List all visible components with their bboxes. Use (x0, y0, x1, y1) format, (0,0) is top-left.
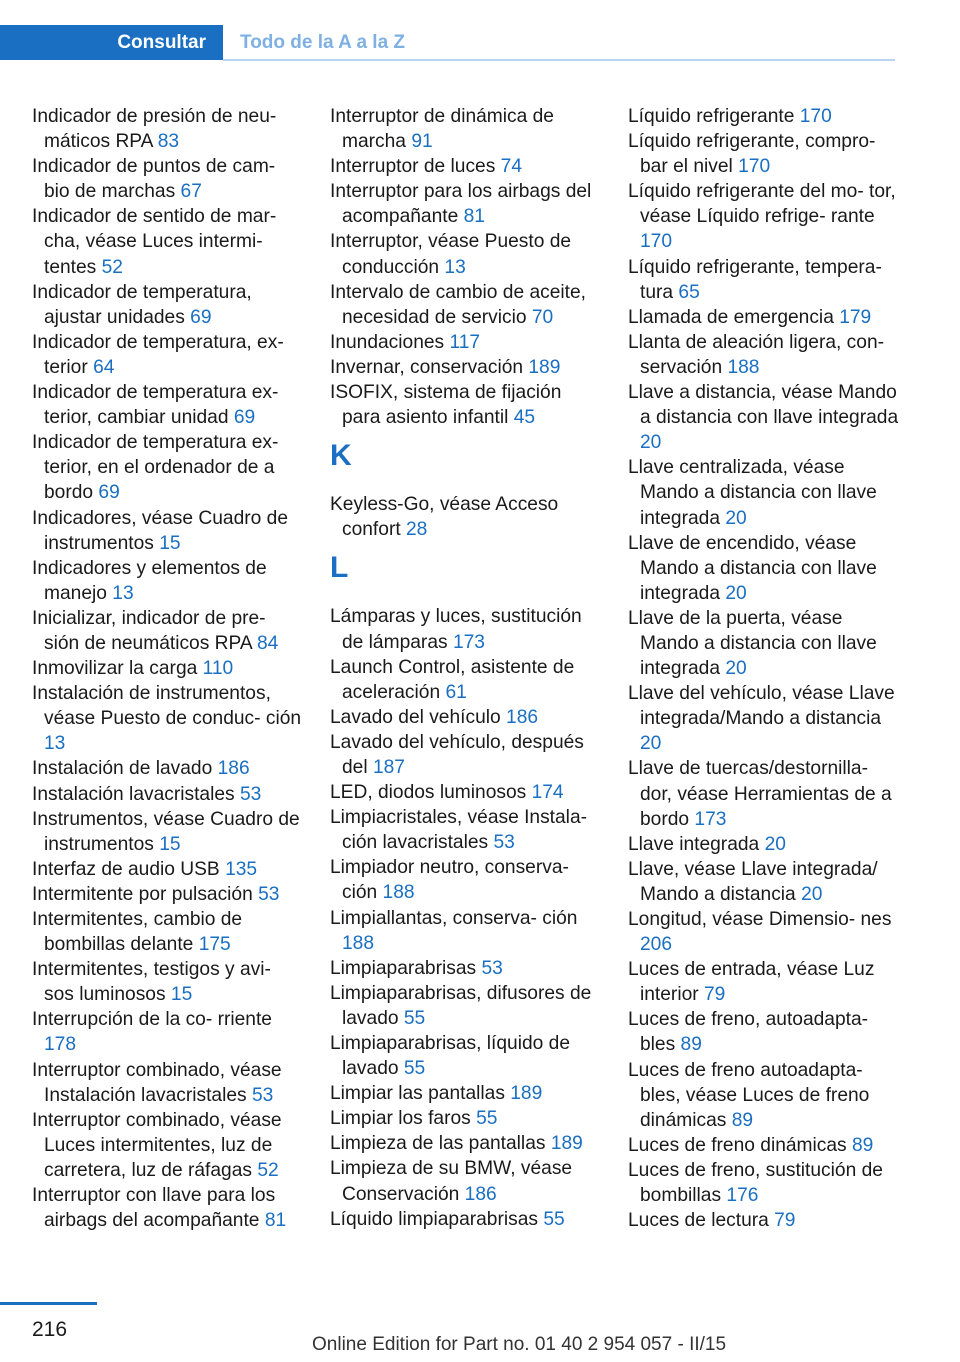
page-reference-link[interactable]: 15 (159, 532, 181, 554)
index-entry-text: Interruptor de luces (330, 156, 496, 178)
index-column-2 (330, 104, 602, 1232)
page-reference-link[interactable]: 45 (513, 407, 536, 429)
index-entry-text: Keyless-Go, véase Acceso confort (330, 494, 559, 541)
index-entry (32, 882, 304, 907)
page-reference-link[interactable]: 53 (251, 1084, 274, 1106)
index-column-3 (628, 104, 903, 1233)
index-entry (330, 1131, 602, 1156)
header-bar (0, 0, 895, 62)
index-entry (330, 604, 602, 654)
index-entry-text: Interruptor con llave para los airbags del acompañante (32, 1185, 276, 1232)
page-reference-link[interactable]: 170 (799, 106, 832, 127)
page-number: 216 (32, 1318, 68, 1341)
index-entry-text: Líquido refrigerante, compro‐ bar el nivel (628, 131, 876, 178)
index-entry (330, 855, 602, 905)
index-entry-text: Luces de freno, autoadapta‐ bles (628, 1009, 869, 1056)
index-entry (32, 957, 304, 1007)
index-entry (32, 807, 304, 857)
page-reference-link[interactable]: 189 (550, 1133, 583, 1155)
index-entry (628, 129, 903, 179)
index-entry-text: Indicadores y elementos de manejo (32, 557, 267, 604)
index-entry (330, 1207, 602, 1232)
page-reference-link[interactable]: 15 (159, 833, 181, 855)
index-entry (330, 1156, 602, 1206)
index-entry (32, 204, 304, 279)
index-entry (628, 255, 903, 305)
page-reference-link[interactable]: 55 (403, 1007, 426, 1029)
page-reference-link[interactable]: 61 (445, 681, 467, 703)
page-reference-link[interactable]: 53 (481, 957, 503, 979)
index-entry-text: Instalación de instrumentos, véase Puesto de conduc‐ ción (32, 683, 302, 730)
index-entry-text: Luces de freno, sustitución de bombillas (628, 1159, 883, 1207)
index-entry (32, 1007, 304, 1057)
index-entry-text: Lavado del vehículo (330, 706, 501, 728)
index-entry (628, 756, 903, 831)
page-reference-link[interactable]: 89 (680, 1034, 702, 1056)
index-entry-text: Interruptor combinado, véase Luces intermitentes, luz de carretera, luz de ráfagas (32, 1109, 282, 1181)
index-entry-text: Llave integrada (628, 833, 760, 855)
index-entry (628, 1133, 903, 1158)
index-entry (330, 154, 602, 179)
page-reference-link[interactable]: 189 (510, 1083, 543, 1105)
page-reference-link[interactable]: 173 (694, 808, 727, 830)
index-entry-text: Limpieza de las pantallas (330, 1133, 546, 1155)
index-entry-text: Lámparas y luces, sustitución de lámparas (330, 606, 582, 653)
index-entry (32, 907, 304, 957)
page-reference-link[interactable]: 81 (264, 1210, 287, 1232)
page-reference-link[interactable]: 53 (239, 783, 262, 805)
index-entry-text: Interruptor para los airbags del acompañante (330, 181, 592, 228)
index-entry (32, 1108, 304, 1183)
index-entry-text: LED, diodos luminosos (330, 782, 527, 804)
page-reference-link[interactable]: 173 (452, 631, 485, 653)
index-entry (628, 1158, 903, 1208)
index-entry-text: Líquido refrigerante del mo‐ tor, véase Líquido refrige‐ rante (628, 181, 896, 228)
page-reference-link[interactable]: 176 (726, 1185, 759, 1207)
index-entry-text: Líquido refrigerante (628, 106, 795, 127)
index-entry (32, 656, 304, 681)
page-reference-link[interactable]: 188 (342, 932, 375, 954)
page-reference-link[interactable]: 189 (528, 356, 561, 378)
page-reference-link[interactable]: 79 (774, 1210, 796, 1232)
page-reference-link[interactable]: 117 (449, 331, 481, 353)
page-reference-link[interactable]: 53 (258, 883, 280, 905)
index-entry-text: Interruptor combinado, véase Instalación lavacristales (32, 1059, 282, 1106)
page-reference-link[interactable]: 135 (225, 858, 258, 880)
page-reference-link[interactable]: 20 (801, 883, 823, 905)
index-entry-text: Instalación lavacristales (32, 783, 235, 805)
index-entry (32, 506, 304, 556)
page-reference-link[interactable]: 15 (170, 984, 193, 1006)
index-entry (628, 104, 903, 129)
page-reference-link[interactable]: 52 (101, 256, 123, 278)
page-reference-link[interactable]: 20 (640, 432, 662, 454)
index-entry-text: Interrupción de la co‐ rriente (32, 1009, 272, 1031)
index-entry-text: Llave a distancia, véase Mando a distancia con llave integrada (628, 382, 899, 429)
index-entry (330, 355, 602, 380)
index-entry-text: Indicador de presión de neu‐ máticos RPA (32, 106, 277, 153)
index-entry-text: Llave de la puerta, véase Mando a distancia con llave integrada (628, 607, 877, 680)
index-entry-text: Llave de encendido, véase Mando a distancia con llave integrada (628, 532, 877, 604)
page-reference-link[interactable]: 74 (500, 156, 523, 178)
page-reference-link[interactable]: 20 (725, 582, 747, 604)
page-reference-link[interactable]: 13 (44, 733, 66, 755)
page-reference-link[interactable]: 89 (731, 1109, 754, 1131)
index-entry-text: Limpiador neutro, conserva‐ ción (330, 857, 569, 904)
index-entry (32, 556, 304, 606)
index-entry (330, 380, 602, 430)
page-reference-link[interactable]: 20 (640, 733, 662, 755)
index-entry (330, 730, 602, 780)
index-entry (330, 705, 602, 730)
index-entry-text: Intermitentes, testigos y avi‐ sos luminosos (32, 959, 271, 1006)
index-entry (330, 956, 602, 981)
index-entry-text: Intermitentes, cambio de bombillas delante (32, 909, 243, 956)
page-reference-link[interactable]: 20 (764, 833, 786, 855)
index-entry-text: Llave del vehículo, véase Llave integrada/Mando a distancia (628, 683, 895, 730)
index-entry (628, 305, 903, 330)
index-entry-text: Líquido limpiaparabrisas (330, 1208, 538, 1230)
page-reference-link[interactable]: 55 (476, 1108, 498, 1130)
index-entry (330, 492, 602, 542)
page-reference-link[interactable]: 188 (382, 882, 415, 904)
index-entry (628, 1208, 903, 1233)
index-entry-text: Inmovilizar la carga (32, 658, 198, 680)
index-entry (628, 681, 903, 756)
index-entry-text: Luces de lectura (628, 1210, 769, 1232)
index-entry (330, 1081, 602, 1106)
index-entry (32, 857, 304, 882)
index-entry-text: Llamada de emergencia (628, 306, 834, 328)
index-entry-text: Llave, véase Llave integrada/ Mando a distancia (628, 858, 878, 905)
index-entry-text: Interruptor, véase Puesto de conducción (330, 231, 572, 278)
index-entry-text: Longitud, véase Dimensio‐ nes (628, 909, 892, 930)
index-entry (628, 606, 903, 681)
index-entry-text: Lavado del vehículo, después del (330, 731, 584, 778)
index-entry (330, 1106, 602, 1131)
page-reference-link[interactable]: 53 (493, 832, 515, 854)
page-reference-link[interactable]: 28 (406, 519, 428, 541)
index-entry (32, 782, 304, 807)
index-entry-text: Indicador de temperatura, ex‐ terior (32, 331, 284, 378)
index-entry (330, 655, 602, 705)
page-reference-link[interactable]: 179 (839, 306, 872, 328)
page-reference-link[interactable]: 186 (464, 1183, 497, 1205)
index-entry (32, 1058, 304, 1108)
page-reference-link[interactable]: 187 (372, 756, 405, 778)
index-entry (32, 606, 304, 656)
index-entry (628, 1007, 903, 1057)
page-reference-link[interactable]: 65 (678, 281, 700, 303)
index-entry-text: Intermitente por pulsación (32, 883, 253, 905)
index-entry (628, 531, 903, 606)
page-reference-link[interactable]: 170 (640, 231, 673, 253)
page-reference-link[interactable]: 186 (217, 758, 250, 780)
index-entry-text: Llave de tuercas/destornilla‐ dor, véase Herramientas de a bordo (628, 758, 892, 830)
page-reference-link[interactable]: 55 (403, 1058, 426, 1080)
index-entry-text: Indicador de temperatura ex‐ terior, en el ordenador de a bordo (32, 432, 279, 504)
index-entry-text: Indicador de temperatura ex‐ terior, cambiar unidad (32, 382, 279, 429)
page-reference-link[interactable]: 20 (725, 507, 747, 529)
page-reference-link[interactable]: 170 (738, 156, 771, 178)
index-entry-text: Llave centralizada, véase Mando a distancia con llave integrada (628, 457, 877, 529)
index-entry (32, 330, 304, 380)
index-entry (628, 179, 903, 254)
page-reference-link[interactable]: 174 (531, 782, 564, 804)
index-entry (628, 857, 903, 907)
page-reference-link[interactable]: 91 (411, 131, 433, 153)
page-reference-link[interactable]: 67 (180, 181, 202, 203)
index-entry (32, 280, 304, 330)
index-entry (330, 179, 602, 229)
index-entry-text: Limpiaparabrisas (330, 957, 477, 979)
index-entry-text: Inicializar, indicador de pre‐ sión de neumáticos RPA (32, 607, 266, 654)
index-entry (32, 380, 304, 430)
index-entry-text: Interruptor de dinámica de marcha (330, 106, 554, 153)
index-entry (330, 229, 602, 279)
index-entry-text: Interfaz de audio USB (32, 858, 220, 880)
index-entry (628, 380, 903, 455)
page-reference-link[interactable]: 84 (256, 632, 279, 654)
section-letter: L (330, 551, 349, 585)
section-letter: K (330, 439, 352, 473)
index-entry (628, 832, 903, 857)
index-entry (32, 154, 304, 204)
page-reference-link[interactable]: 70 (531, 306, 554, 328)
index-entry-text: Intervalo de cambio de aceite, necesidad de servicio (330, 281, 586, 328)
page-reference-link[interactable]: 83 (157, 131, 180, 153)
page-reference-link[interactable]: 186 (506, 706, 539, 728)
index-entry-text: Líquido refrigerante, tempera‐ tura (628, 256, 882, 303)
index-entry-text: Limpiar las pantallas (330, 1083, 505, 1105)
index-entry (32, 756, 304, 781)
index-entry (330, 1031, 602, 1081)
index-entry (32, 430, 304, 505)
page-reference-link[interactable]: 89 (852, 1134, 874, 1156)
index-entry (32, 681, 304, 756)
page-reference-link[interactable]: 81 (463, 206, 485, 228)
page-reference-link[interactable]: 69 (190, 306, 212, 328)
index-entry (330, 981, 602, 1031)
index-entry-text: Indicador de sentido de mar‐ cha, véase Luces intermi‐ tentes (32, 206, 277, 278)
page-reference-link[interactable]: 69 (233, 407, 256, 429)
index-entry-text: Limpiacristales, véase Instala‐ ción lavacristales (330, 807, 588, 854)
index-entry-text: Limpiar los faros (330, 1108, 471, 1130)
header-divider (223, 59, 895, 61)
index-entry-text: Luces de freno autoadapta‐ bles, véase Luces de freno dinámicas (628, 1059, 870, 1131)
tab-consultar[interactable]: Consultar (0, 25, 223, 60)
page-reference-link[interactable]: 79 (704, 984, 726, 1006)
page-reference-link[interactable]: 69 (98, 482, 120, 504)
index-entry-text: Limpiaparabrisas, líquido de lavado (330, 1033, 570, 1080)
index-entry-text: Indicador de temperatura, ajustar unidades (32, 281, 252, 328)
index-entry-text: Luces de freno dinámicas (628, 1134, 847, 1156)
edition-footer: Online Edition for Part no. 01 40 2 954 057 - II/15 (312, 1334, 727, 1355)
index-entry-text: Limpiaparabrisas, difusores de lavado (330, 982, 592, 1029)
index-entry-text: ISOFIX, sistema de fijación para asiento infantil (330, 382, 562, 429)
page-reference-link[interactable]: 55 (543, 1208, 565, 1230)
index-entry-text: Indicador de puntos de cam‐ bio de marchas (32, 156, 276, 203)
index-entry (628, 1058, 903, 1133)
index-entry (330, 780, 602, 805)
page-reference-link[interactable]: 52 (257, 1159, 279, 1181)
index-entry (628, 455, 903, 530)
index-entry-text: Limpiallantas, conserva‐ ción (330, 907, 578, 929)
page-reference-link[interactable]: 110 (202, 658, 234, 680)
page-reference-link[interactable]: 206 (640, 934, 673, 956)
index-column-1 (32, 104, 304, 1233)
index-entry-text: Launch Control, asistente de aceleración (330, 656, 575, 703)
page-reference-link[interactable]: 20 (725, 658, 747, 680)
index-entry (330, 280, 602, 330)
index-entry (32, 104, 304, 154)
page-reference-link[interactable]: 178 (44, 1034, 77, 1056)
index-entry-text: Inundaciones (330, 331, 445, 353)
footer-accent-line (0, 1302, 97, 1305)
index-entry-text: Luces de entrada, véase Luz interior (628, 959, 875, 1006)
index-entry (330, 906, 602, 956)
index-entry (330, 104, 602, 154)
page-reference-link[interactable]: 175 (198, 934, 231, 956)
page-reference-link[interactable]: 13 (444, 256, 466, 278)
index-entry (628, 330, 903, 380)
index-entry-text: Limpieza de su BMW, véase Conservación (330, 1158, 573, 1205)
index-entry-text: Indicadores, véase Cuadro de instrumentos (32, 507, 288, 554)
index-entry-text: Invernar, conservación (330, 356, 524, 378)
index-entry (330, 330, 602, 355)
index-entry (32, 1183, 304, 1233)
index-entry-text: Llanta de aleación ligera, con‐ servación (628, 331, 885, 378)
index-entry (628, 907, 903, 957)
page-reference-link[interactable]: 13 (112, 582, 134, 604)
index-entry (628, 957, 903, 1007)
index-entry-text: Instalación de lavado (32, 758, 213, 780)
tab-todo-de-la-a-a-la-z[interactable]: Todo de la A a la Z (240, 31, 406, 53)
page-reference-link[interactable]: 188 (727, 356, 760, 378)
index-entry-text: Instrumentos, véase Cuadro de instrumentos (32, 808, 300, 855)
page-reference-link[interactable]: 64 (93, 356, 115, 378)
index-entry (330, 805, 602, 855)
